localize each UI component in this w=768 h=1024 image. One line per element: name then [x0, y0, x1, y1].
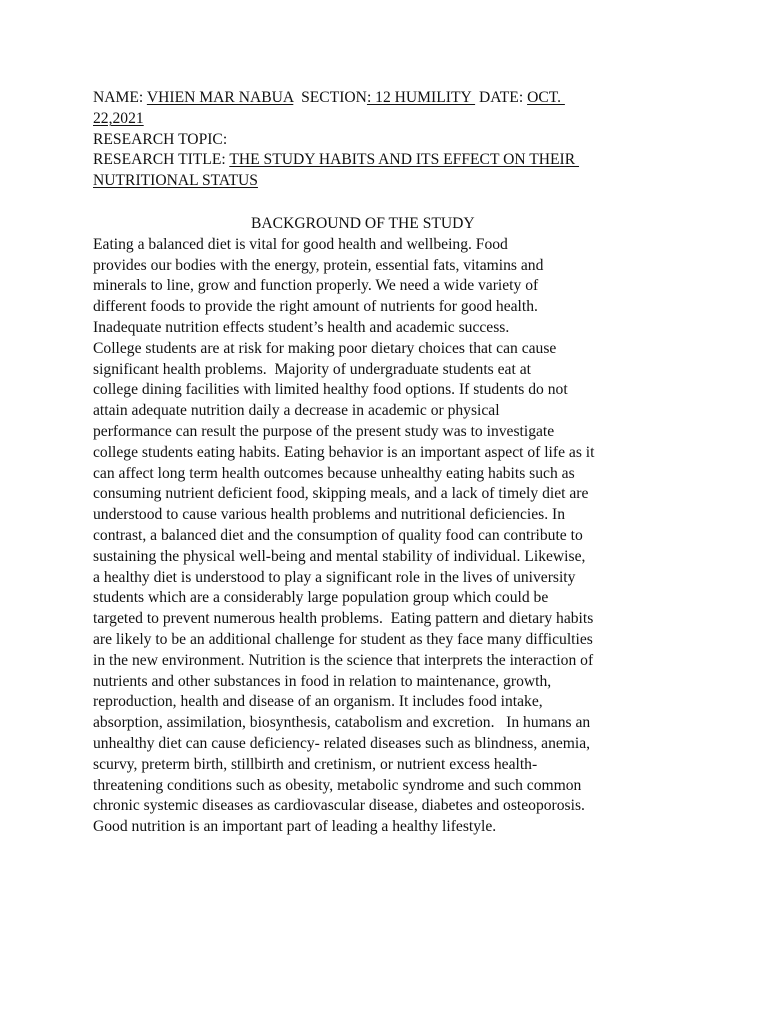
body-line: attain adequate nutrition daily a decrease in academic or physical — [93, 402, 500, 420]
name-label: NAME: — [93, 89, 147, 106]
body-line: College students are at risk for making poor dietary choices that can cause — [93, 339, 557, 357]
body-line: targeted to prevent numerous health problems. Eating pattern and dietary habits — [93, 610, 594, 628]
header-line-2 — [93, 109, 693, 130]
section-value: : 12 HUMILITY — [366, 89, 476, 106]
body-line: Good nutrition is an important part of leading a healthy lifestyle. — [93, 818, 497, 836]
header-line-1 — [93, 88, 693, 109]
body-line: in the new environment. Nutrition is the science that interprets the interaction of — [93, 651, 594, 669]
body-line: performance can result the purpose of the present study was to investigate — [93, 422, 555, 440]
body-line: scurvy, preterm birth, stillbirth and cretinism, or nutrient excess health- — [93, 755, 538, 773]
body-line: contrast, a balanced diet and the consumption of quality food can contribute to — [93, 526, 583, 544]
body-line: significant health problems. Majority of undergraduate students eat at — [93, 360, 531, 378]
name-value: VHIEN MAR NABUA — [146, 89, 294, 106]
document-page — [93, 88, 693, 838]
body-line: threatening conditions such as obesity, metabolic syndrome and such common — [93, 776, 582, 794]
body-line: absorption, assimilation, biosynthesis, catabolism and excretion. In humans an — [93, 714, 591, 732]
research-title-value-part-2: NUTRITIONAL STATUS — [93, 172, 258, 190]
body-line: can affect long term health outcomes because unhealthy eating habits such as — [93, 464, 575, 482]
body-paragraph — [93, 235, 693, 838]
body-line: college students eating habits. Eating behavior is an important aspect of life as it — [93, 443, 595, 461]
body-line: minerals to line, grow and function properly. We need a wide variety of — [93, 277, 539, 295]
body-line: provides our bodies with the energy, protein, essential fats, vitamins and — [93, 256, 544, 274]
date-value-part-1: OCT. — [527, 89, 565, 106]
body-line: chronic systemic diseases as cardiovascular disease, diabetes and osteoporosis. — [93, 797, 585, 815]
research-title-label: RESEARCH TITLE: — [93, 151, 230, 169]
research-title-line-2 — [93, 171, 693, 192]
body-line: a healthy diet is understood to play a significant role in the lives of university — [93, 568, 576, 586]
research-topic-label: RESEARCH TOPIC: — [93, 130, 228, 148]
date-value-part-2: 22,2021 — [93, 109, 144, 127]
body-line: sustaining the physical well-being and mental stability of individual. Likewise, — [93, 547, 586, 565]
research-title-line-1 — [93, 150, 693, 171]
body-line: Inadequate nutrition effects student’s health and academic success. — [93, 318, 510, 336]
body-line: consuming nutrient deficient food, skipping meals, and a lack of timely diet are — [93, 485, 589, 503]
date-label: DATE: — [475, 89, 528, 106]
body-line: reproduction, health and disease of an organism. It includes food intake, — [93, 693, 543, 711]
section-heading: BACKGROUND OF THE STUDY — [251, 214, 475, 232]
body-line: are likely to be an additional challenge for student as they face many difficulties — [93, 630, 593, 648]
section-label: SECTION — [293, 89, 367, 106]
body-line: students which are a considerably large population group which could be — [93, 589, 549, 607]
body-line: different foods to provide the right amount of nutrients for good health. — [93, 298, 538, 316]
body-line: unhealthy diet can cause deficiency- related diseases such as blindness, anemia, — [93, 734, 591, 752]
body-line: understood to cause various health problems and nutritional deficiencies. In — [93, 506, 566, 524]
body-line: college dining facilities with limited healthy food options. If students do not — [93, 381, 568, 399]
body-line: nutrients and other substances in food in relation to maintenance, growth, — [93, 672, 552, 690]
body-line: Eating a balanced diet is vital for good health and wellbeing. Food — [93, 235, 508, 253]
research-title-value-part-1: THE STUDY HABITS AND ITS EFFECT ON THEIR — [229, 151, 580, 169]
